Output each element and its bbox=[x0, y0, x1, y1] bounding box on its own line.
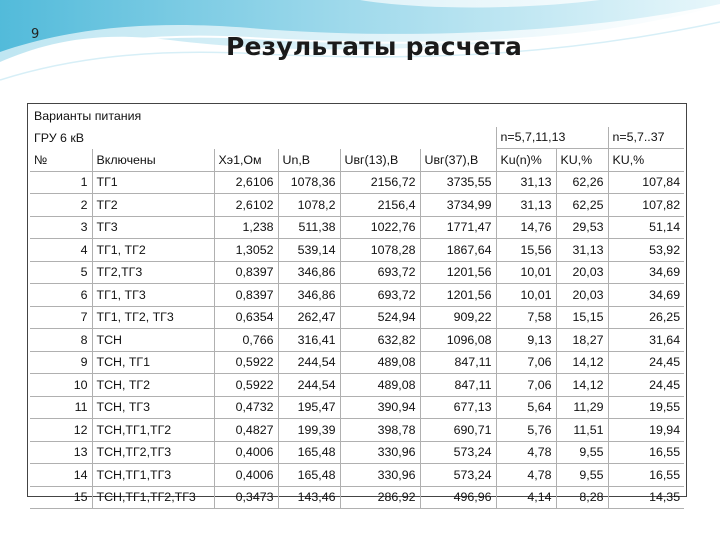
row-value: 1078,28 bbox=[340, 239, 420, 262]
row-value: 16,55 bbox=[608, 441, 684, 464]
table-row bbox=[30, 239, 684, 262]
row-value: 107,84 bbox=[608, 171, 684, 194]
row-number: 5 bbox=[30, 261, 92, 284]
slide-number: 9 bbox=[31, 27, 40, 42]
row-value: 1022,76 bbox=[340, 216, 420, 239]
row-value: 26,25 bbox=[608, 306, 684, 329]
row-sources: ТСН,ТГ1,ТГ3 bbox=[92, 464, 214, 487]
row-value: 11,51 bbox=[556, 419, 608, 442]
row-value: 1096,08 bbox=[420, 329, 496, 352]
row-number: 8 bbox=[30, 329, 92, 352]
row-value: 0,4827 bbox=[214, 419, 278, 442]
row-value: 693,72 bbox=[340, 261, 420, 284]
row-value: 1078,2 bbox=[278, 194, 340, 217]
row-value: 1201,56 bbox=[420, 261, 496, 284]
row-value: 1,3052 bbox=[214, 239, 278, 262]
column-header: Un,B bbox=[278, 149, 340, 172]
row-value: 2156,4 bbox=[340, 194, 420, 217]
row-value: 677,13 bbox=[420, 396, 496, 419]
row-value: 53,92 bbox=[608, 239, 684, 262]
row-sources: ТГ2 bbox=[92, 194, 214, 217]
row-value: 195,47 bbox=[278, 396, 340, 419]
row-value: 316,41 bbox=[278, 329, 340, 352]
row-sources: ТГ2,ТГ3 bbox=[92, 261, 214, 284]
row-value: 9,13 bbox=[496, 329, 556, 352]
row-sources: ТГ1, ТГ3 bbox=[92, 284, 214, 307]
row-value: 693,72 bbox=[340, 284, 420, 307]
row-value: 2156,72 bbox=[340, 171, 420, 194]
column-header: Uвг(37),В bbox=[420, 149, 496, 172]
row-value: 2,6102 bbox=[214, 194, 278, 217]
row-value: 31,13 bbox=[556, 239, 608, 262]
table-row bbox=[30, 464, 684, 487]
row-value: 346,86 bbox=[278, 284, 340, 307]
row-value: 19,94 bbox=[608, 419, 684, 442]
row-value: 29,53 bbox=[556, 216, 608, 239]
row-value: 18,27 bbox=[556, 329, 608, 352]
row-value: 7,58 bbox=[496, 306, 556, 329]
row-value: 0,8397 bbox=[214, 284, 278, 307]
table-row bbox=[30, 216, 684, 239]
row-value: 1867,64 bbox=[420, 239, 496, 262]
row-value: 0,3473 bbox=[214, 486, 278, 509]
row-sources: ТГ1, ТГ2 bbox=[92, 239, 214, 262]
row-number: 13 bbox=[30, 441, 92, 464]
row-sources: ТСН, ТГ2 bbox=[92, 374, 214, 397]
row-value: 14,76 bbox=[496, 216, 556, 239]
results-table-frame bbox=[27, 103, 687, 505]
row-value: 4,78 bbox=[496, 441, 556, 464]
row-value: 14,12 bbox=[556, 374, 608, 397]
row-value: 496,96 bbox=[420, 486, 496, 509]
row-value: 7,06 bbox=[496, 351, 556, 374]
column-header: Uвг(13),В bbox=[340, 149, 420, 172]
row-value: 62,25 bbox=[556, 194, 608, 217]
row-value: 24,45 bbox=[608, 351, 684, 374]
row-value: 632,82 bbox=[340, 329, 420, 352]
row-value: 20,03 bbox=[556, 284, 608, 307]
row-value: 199,39 bbox=[278, 419, 340, 442]
row-value: 14,12 bbox=[556, 351, 608, 374]
row-number: 12 bbox=[30, 419, 92, 442]
results-table bbox=[30, 105, 684, 509]
row-sources: ТСН,ТГ2,ТГ3 bbox=[92, 441, 214, 464]
row-value: 7,06 bbox=[496, 374, 556, 397]
row-value: 5,64 bbox=[496, 396, 556, 419]
row-value: 573,24 bbox=[420, 441, 496, 464]
row-value: 244,54 bbox=[278, 351, 340, 374]
row-number: 11 bbox=[30, 396, 92, 419]
row-value: 244,54 bbox=[278, 374, 340, 397]
row-value: 34,69 bbox=[608, 284, 684, 307]
row-value: 16,55 bbox=[608, 464, 684, 487]
row-number: 15 bbox=[30, 486, 92, 509]
row-value: 4,14 bbox=[496, 486, 556, 509]
table-row bbox=[30, 351, 684, 374]
row-value: 511,38 bbox=[278, 216, 340, 239]
row-value: 0,5922 bbox=[214, 374, 278, 397]
row-value: 11,29 bbox=[556, 396, 608, 419]
row-value: 489,08 bbox=[340, 374, 420, 397]
row-value: 0,8397 bbox=[214, 261, 278, 284]
table-row bbox=[30, 374, 684, 397]
row-value: 10,01 bbox=[496, 284, 556, 307]
row-value: 9,55 bbox=[556, 464, 608, 487]
column-header: Xэ1,Ом bbox=[214, 149, 278, 172]
column-header: № bbox=[30, 149, 92, 172]
table-caption: Варианты питания bbox=[34, 108, 142, 123]
row-value: 0,4006 bbox=[214, 441, 278, 464]
row-value: 1,238 bbox=[214, 216, 278, 239]
row-value: 346,86 bbox=[278, 261, 340, 284]
row-value: 573,24 bbox=[420, 464, 496, 487]
row-sources: ТСН,ТГ1,ТГ2,ТГ3 bbox=[92, 486, 214, 509]
row-value: 0,4732 bbox=[214, 396, 278, 419]
row-number: 3 bbox=[30, 216, 92, 239]
row-value: 1201,56 bbox=[420, 284, 496, 307]
row-value: 165,48 bbox=[278, 441, 340, 464]
table-row bbox=[30, 396, 684, 419]
row-value: 847,11 bbox=[420, 351, 496, 374]
row-sources: ТГ3 bbox=[92, 216, 214, 239]
row-value: 0,4006 bbox=[214, 464, 278, 487]
row-value: 51,14 bbox=[608, 216, 684, 239]
row-value: 539,14 bbox=[278, 239, 340, 262]
row-value: 24,45 bbox=[608, 374, 684, 397]
row-value: 0,5922 bbox=[214, 351, 278, 374]
row-value: 330,96 bbox=[340, 464, 420, 487]
row-value: 31,64 bbox=[608, 329, 684, 352]
row-value: 0,766 bbox=[214, 329, 278, 352]
row-value: 15,56 bbox=[496, 239, 556, 262]
row-number: 2 bbox=[30, 194, 92, 217]
row-value: 847,11 bbox=[420, 374, 496, 397]
row-value: 9,55 bbox=[556, 441, 608, 464]
table-row bbox=[30, 306, 684, 329]
row-value: 15,15 bbox=[556, 306, 608, 329]
row-value: 909,22 bbox=[420, 306, 496, 329]
row-number: 4 bbox=[30, 239, 92, 262]
row-value: 8,28 bbox=[556, 486, 608, 509]
row-number: 14 bbox=[30, 464, 92, 487]
row-value: 10,01 bbox=[496, 261, 556, 284]
row-sources: ТСН bbox=[92, 329, 214, 352]
column-header: KU,% bbox=[556, 149, 608, 172]
row-sources: ТСН,ТГ1,ТГ2 bbox=[92, 419, 214, 442]
row-value: 62,26 bbox=[556, 171, 608, 194]
row-number: 7 bbox=[30, 306, 92, 329]
table-row bbox=[30, 419, 684, 442]
group-b-header: n=5,7..37 bbox=[608, 127, 684, 149]
row-number: 10 bbox=[30, 374, 92, 397]
row-value: 690,71 bbox=[420, 419, 496, 442]
row-value: 143,46 bbox=[278, 486, 340, 509]
row-value: 19,55 bbox=[608, 396, 684, 419]
row-value: 31,13 bbox=[496, 194, 556, 217]
row-value: 34,69 bbox=[608, 261, 684, 284]
row-value: 286,92 bbox=[340, 486, 420, 509]
table-subcaption: ГРУ 6 кВ bbox=[30, 127, 496, 149]
row-value: 330,96 bbox=[340, 441, 420, 464]
row-sources: ТСН, ТГ3 bbox=[92, 396, 214, 419]
row-value: 2,6106 bbox=[214, 171, 278, 194]
row-sources: ТГ1, ТГ2, ТГ3 bbox=[92, 306, 214, 329]
row-value: 3735,55 bbox=[420, 171, 496, 194]
row-number: 9 bbox=[30, 351, 92, 374]
row-number: 6 bbox=[30, 284, 92, 307]
row-value: 5,76 bbox=[496, 419, 556, 442]
table-row bbox=[30, 261, 684, 284]
row-value: 4,78 bbox=[496, 464, 556, 487]
row-number: 1 bbox=[30, 171, 92, 194]
row-sources: ТСН, ТГ1 bbox=[92, 351, 214, 374]
column-header: KU,% bbox=[608, 149, 684, 172]
row-value: 489,08 bbox=[340, 351, 420, 374]
group-a-header: n=5,7,11,13 bbox=[496, 127, 608, 149]
row-value: 390,94 bbox=[340, 396, 420, 419]
row-value: 398,78 bbox=[340, 419, 420, 442]
column-header: Включены bbox=[92, 149, 214, 172]
row-value: 1771,47 bbox=[420, 216, 496, 239]
table-row bbox=[30, 194, 684, 217]
table-row bbox=[30, 441, 684, 464]
row-value: 262,47 bbox=[278, 306, 340, 329]
slide-title: Результаты расчета bbox=[226, 32, 523, 61]
column-header: Ku(n)% bbox=[496, 149, 556, 172]
row-value: 31,13 bbox=[496, 171, 556, 194]
table-row bbox=[30, 171, 684, 194]
row-value: 0,6354 bbox=[214, 306, 278, 329]
row-value: 14,35 bbox=[608, 486, 684, 509]
table-row bbox=[30, 284, 684, 307]
row-sources: ТГ1 bbox=[92, 171, 214, 194]
table-row bbox=[30, 486, 684, 509]
table-row bbox=[30, 329, 684, 352]
row-value: 107,82 bbox=[608, 194, 684, 217]
row-value: 165,48 bbox=[278, 464, 340, 487]
row-value: 524,94 bbox=[340, 306, 420, 329]
row-value: 3734,99 bbox=[420, 194, 496, 217]
row-value: 1078,36 bbox=[278, 171, 340, 194]
row-value: 20,03 bbox=[556, 261, 608, 284]
